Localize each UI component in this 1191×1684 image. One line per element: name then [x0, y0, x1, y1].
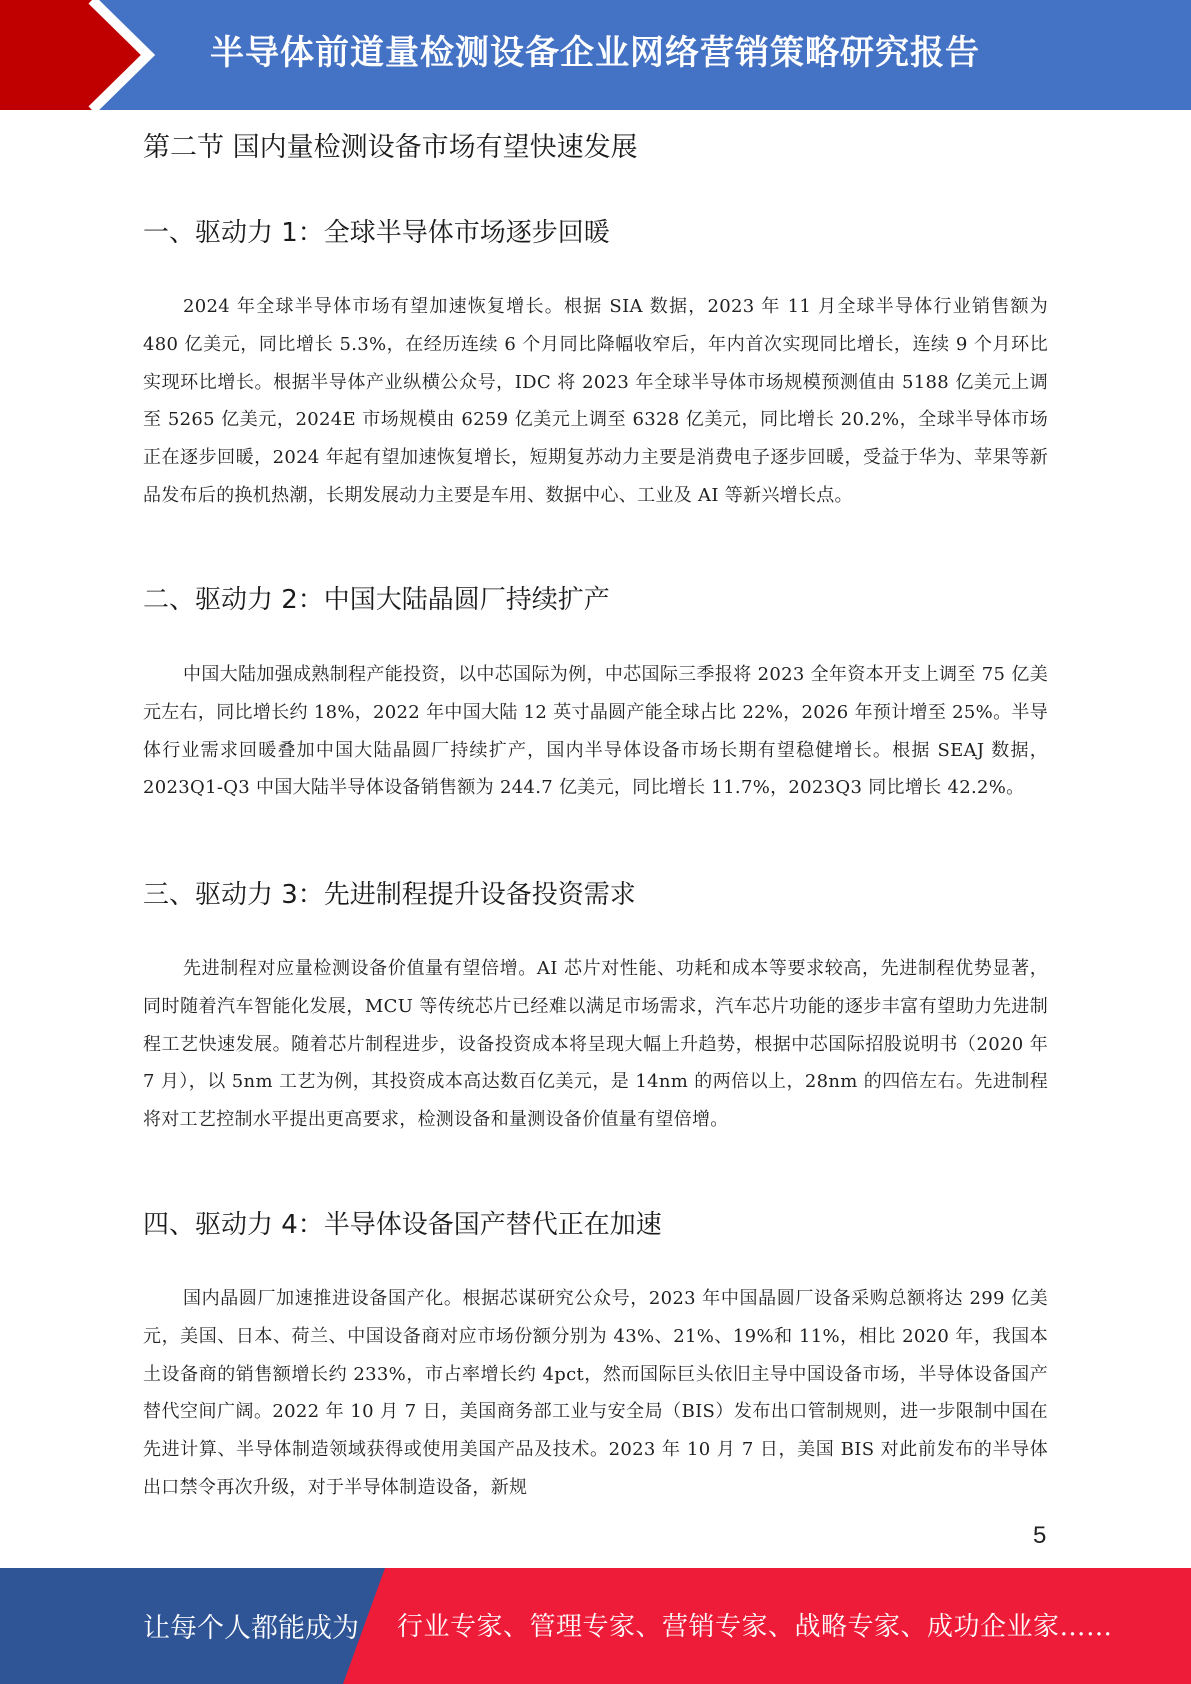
header-banner: [0, 0, 1191, 110]
section-title: 第二节 国内量检测设备市场有望快速发展: [143, 132, 638, 163]
driver-2-paragraph: 中国大陆加强成熟制程产能投资，以中芯国际为例，中芯国际三季报将 2023 全年资本开支上调至 75 亿美元左右，同比增长约 18%，2022 年中国大陆 12 英寸晶圆产能全球占比 22%，2026 年预计增至 25%。半导体行业需求回暖叠加中国大陆晶圆厂持续扩产，国内半导体设备市场长期有望稳健增长。根据 SEAJ 数据，2023Q1-Q3 中国大陆半导体设备销售额为 244.7 亿美元，同比增长 11.7%，2023Q3 同比增长 42.2%。: [143, 664, 1048, 799]
footer-slogan-left: 让每个人都能成为: [143, 1613, 359, 1644]
driver-1-heading: 一、驱动力 1：全球半导体市场逐步回暖: [143, 218, 610, 248]
driver-3-paragraph: 先进制程对应量检测设备价值量有望倍增。AI 芯片对性能、功耗和成本等要求较高，先进制程优势显著，同时随着汽车智能化发展，MCU 等传统芯片已经难以满足市场需求，汽车芯片功能的逐步丰富有望助力先进制程工艺快速发展。随着芯片制程进步，设备投资成本将呈现大幅上升趋势，根据中芯国际招股说明书（2020 年 7 月），以 5nm 工艺为例，其投资成本高达数百亿美元，是 14nm 的两倍以上，28nm 的四倍左右。先进制程将对工艺控制水平提出更高要求，检测设备和量测设备价值量有望倍增。: [143, 958, 1048, 1131]
footer-slogan-right: 行业专家、管理专家、营销专家、战略专家、成功企业家……: [397, 1612, 1113, 1642]
driver-3-heading: 三、驱动力 3：先进制程提升设备投资需求: [143, 880, 636, 910]
page-number: 5: [1033, 1522, 1047, 1549]
driver-1-paragraph: 2024 年全球半导体市场有望加速恢复增长。根据 SIA 数据，2023 年 11 月全球半导体行业销售额为 480 亿美元，同比增长 5.3%，在经历连续 6 个月同比降幅收窄后，年内首次实现同比增长，连续 9 个月环比实现环比增长。根据半导体产业纵横公众号，IDC 将 2023 年全球半导体市场规模预测值由 5188 亿美元上调至 5265 亿美元，2024E 市场规模由 6259 亿美元上调至 6328 亿美元，同比增长 20.2%，全球半导体市场正在逐步回暖，2024 年起有望加速恢复增长，短期复苏动力主要是消费电子逐步回暖，受益于华为、苹果等新品发布后的换机热潮，长期发展动力主要是车用、数据中心、工业及 AI 等新兴增长点。: [143, 296, 1048, 506]
footer-banner: [0, 1568, 1191, 1684]
driver-4-heading: 四、驱动力 4：半导体设备国产替代正在加速: [143, 1210, 662, 1240]
driver-4-paragraph: 国内晶圆厂加速推进设备国产化。根据芯谋研究公众号，2023 年中国晶圆厂设备采购总额将达 299 亿美元，美国、日本、荷兰、中国设备商对应市场份额分别为 43%、21%、19%和 11%，相比 2020 年，我国本土设备商的销售额增长约 233%，市占率增长约 4pct，然而国际巨头依旧主导中国设备市场，半导体设备国产替代空间广阔。2022 年 10 月 7 日，美国商务部工业与安全局（BIS）发布出口管制规则，进一步限制中国在先进计算、半导体制造领域获得或使用美国产品及技术。2023 年 10 月 7 日，美国 BIS 对此前发布的半导体出口禁令再次升级，对于半导体制造设备，新规: [143, 1288, 1048, 1498]
report-title: 半导体前道量检测设备企业网络营销策略研究报告: [210, 33, 980, 73]
driver-2-heading: 二、驱动力 2：中国大陆晶圆厂持续扩产: [143, 585, 610, 615]
